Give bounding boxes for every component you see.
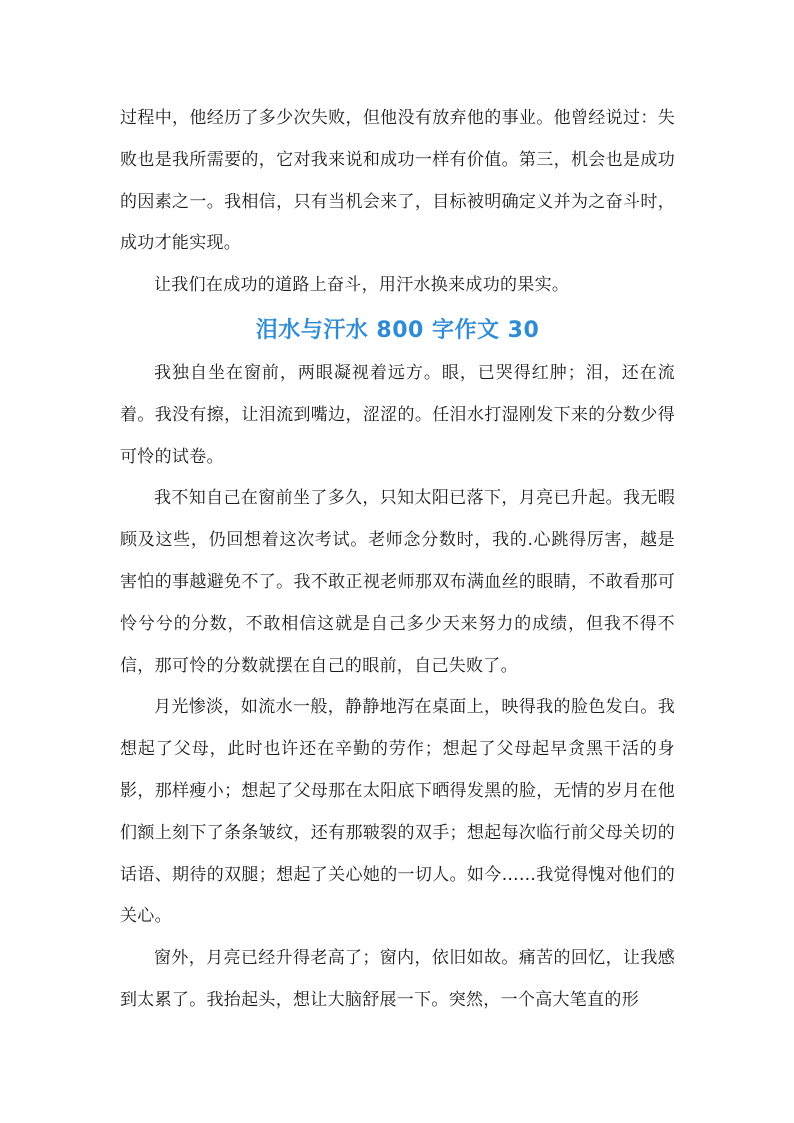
document-body	[120, 98, 675, 1022]
article-paragraph-3: 月光惨淡，如流水一般，静静地泻在桌面上，映得我的脸色发白。我想起了父母，此时也许还在辛勤的劳作；想起了父母起早贪黑干活的身影，那样瘦小；想起了父母那在太阳底下晒得发黑的脸，无情的岁月在他们额上刻下了条条皱纹，还有那皲裂的双手；想起每次临行前父母关切的话语、期待的双腿；想起了关心她的一切人。如今……我觉得愧对他们的关心。	[120, 697, 675, 927]
article-title: 泪水与汗水 800 字作文 30	[255, 317, 540, 343]
article-paragraph-2: 我不知自己在窗前坐了多久，只知太阳已落下，月亮已升起。我无暇顾及这些，仍回想着这次考试。老师念分数时，我的.心跳得厉害，越是害怕的事越避免不了。我不敢正视老师那双布满血丝的眼睛，不敢看那可怜兮兮的分数，不敢相信这就是自己多少天来努力的成绩，但我不得不信，那可怜的分数就摆在自己的眼前，自己失败了。	[120, 488, 675, 676]
intro-paragraph-1: 过程中，他经历了多少次失败，但他没有放弃他的事业。他曾经说过：失败也是我所需要的，它对我来说和成功一样有价值。第三，机会也是成功的因素之一。我相信，只有当机会来了，目标被明确定义并为之奋斗时，成功才能实现。	[120, 108, 675, 254]
intro-paragraph-2: 让我们在成功的道路上奋斗，用汗水换来成功的果实。	[154, 275, 570, 296]
article-paragraph-4: 窗外，月亮已经升得老高了；窗内，依旧如故。痛苦的回忆，让我感到太累了。我抬起头，想让大脑舒展一下。突然，一个高大笔直的形	[120, 948, 675, 1010]
article-paragraph-1: 我独自坐在窗前，两眼凝视着远方。眼，已哭得红肿；泪，还在流着。我没有擦，让泪流到嘴边，涩涩的。任泪水打湿刚发下来的分数少得可怜的试卷。	[120, 362, 675, 467]
